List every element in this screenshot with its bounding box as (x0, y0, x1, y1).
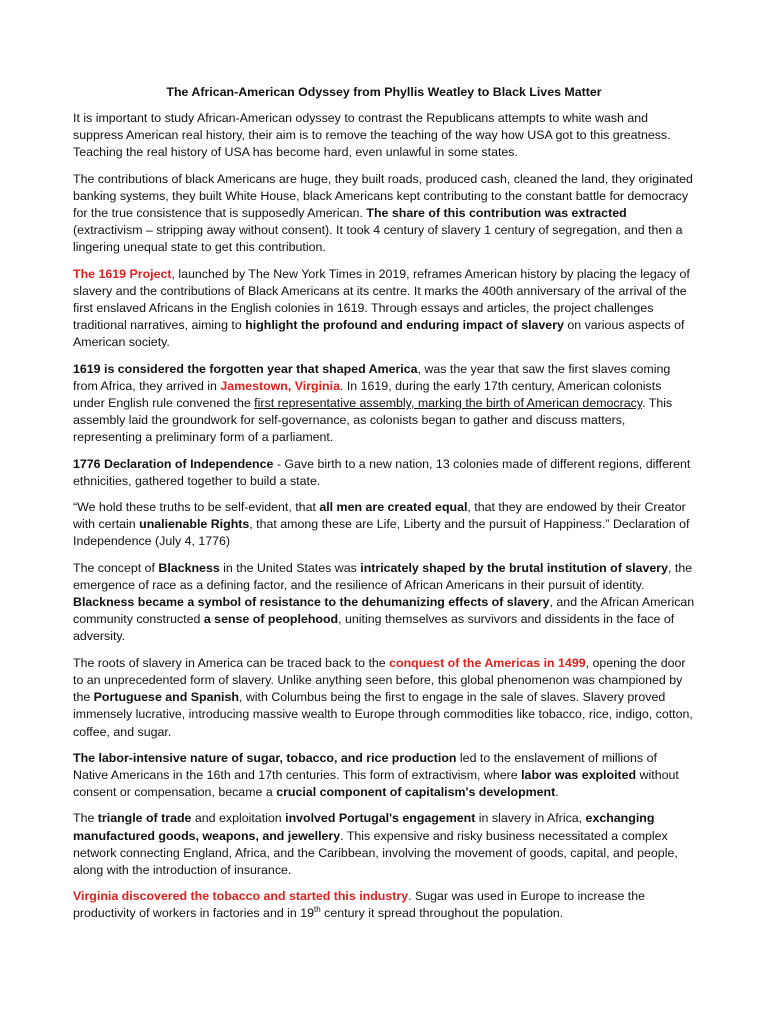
red-highlight: The 1619 Project (73, 266, 172, 281)
document-title: The African-American Odyssey from Phyllis Weatley to Black Lives Matter (166, 85, 602, 99)
paragraph-labor (73, 750, 695, 802)
paragraph-text: led to the enslavement of millions of Native Americans in the 16th and 17th centuries. This form of extractivism, where (73, 750, 657, 782)
red-highlight: Jamestown, Virginia (220, 378, 340, 393)
paragraph-text: The contributions of black Americans are huge, they built roads, produced cash, cleaned the land, they originated banking systems, they built White House, black Americans kept contributing to the constant battle for democracy for the true consistence that is supposedly American. (73, 171, 693, 221)
paragraph-text: The concept of (73, 560, 159, 575)
bold-text: exchanging manufactured goods, weapons, and jewellery (73, 811, 655, 843)
paragraph-text: , uniting themselves as survivors and dissidents in the face of adversity. (73, 612, 675, 644)
paragraph-text: , launched by The New York Times in 2019, reframes American history by placing the legacy of slavery and the contributions of Black Americans at its centre. It marks the 400th anniversary of the arrival of the first enslaved Africans in the English colonies in 1619. Through essays and articles, the project challenges traditional narratives, aiming to (73, 266, 690, 333)
superscript: th (314, 905, 321, 915)
paragraph-text: , that among these are Life, Liberty and the pursuit of Happiness.” Declaration of Independence (July 4, 1776) (73, 517, 690, 549)
paragraph-contributions (73, 171, 695, 257)
paragraph-virginia (73, 888, 695, 922)
paragraph-text: , that they are endowed by their Creator with certain (73, 500, 686, 532)
paragraph-text: , opening the door to an unprecedented form of slavery. Unlike anything seen before, this global phenomenon was championed by the (73, 655, 686, 705)
bold-text: 1619 is considered the forgotten year that shaped America (73, 361, 418, 376)
paragraph-text: century it spread throughout the population. (320, 906, 564, 921)
paragraph-text: without consent or compensation, became a (73, 767, 679, 800)
paragraph-1619-project (73, 266, 695, 352)
paragraph-text: and exploitation (191, 811, 286, 826)
document-page (73, 84, 695, 932)
paragraph-quote (73, 499, 695, 551)
underlined-text: first representative assembly, marking the birth of American democracy (254, 396, 643, 411)
paragraph-intro (73, 110, 695, 162)
paragraph-text: . This expensive and risky business necessitated a complex network connecting England, Africa, and the Caribbean, involving the movement of goods, capital, and people, along with the introduction of insurance. (73, 828, 678, 877)
bold-text: all men are created equal (319, 500, 468, 515)
paragraph-text: The (73, 811, 98, 826)
bold-text: a sense of peoplehood (203, 612, 339, 627)
bold-text: 1776 Declaration of Independence (73, 456, 274, 471)
paragraph-text: on various aspects of American society. (73, 318, 685, 350)
paragraph-text: in the United States was (219, 560, 361, 575)
paragraph-text: , was the year that saw the first slaves coming from Africa, they arrived in (73, 361, 671, 393)
paragraph-text: . This assembly laid the groundwork for self-governance, as colonists began to gather and discuss matters, representing a preliminary form of a parliament. (73, 396, 673, 445)
paragraph-blackness (73, 560, 695, 646)
paragraph-text: . In 1619, during the early 17th century, American colonists under English rule convened the (73, 378, 662, 411)
paragraph-text: , with Columbus being the first to engage in the sale of slaves. Slavery proved immensely lucrative, introducing massive wealth to Europe through commodities like tobacco, rice, indigo, cotton, coffee, and sugar. (73, 690, 693, 739)
paragraph-text: , and the African American community constructed (73, 595, 695, 627)
bold-text: Portuguese and Spanish (93, 690, 239, 705)
paragraph-text: . Sugar was used in Europe to increase the productivity of workers in factories and in 19 (73, 889, 646, 921)
bold-text: Blackness (158, 560, 220, 575)
paragraph-1776 (73, 456, 695, 490)
paragraph-1619-year (73, 361, 695, 447)
bold-text: Blackness became a symbol of resistance to the dehumanizing effects of slavery (73, 595, 550, 610)
bold-text: involved Portugal's engagement (285, 811, 476, 826)
bold-text: crucial component of capitalism's development (276, 785, 556, 800)
red-highlight: conquest of the Americas in 1499 (389, 655, 586, 670)
paragraph-text: . (555, 785, 559, 800)
paragraph-text: - Gave birth to a new nation, 13 colonies made of different regions, different ethnicities, gathered together to build a state. (73, 456, 691, 488)
bold-text: intricately shaped by the brutal institution of slavery (360, 560, 669, 575)
paragraph-text: The roots of slavery in America can be traced back to the (73, 655, 390, 670)
red-highlight: Virginia discovered the tobacco and started this industry (73, 889, 409, 904)
bold-text: highlight the profound and enduring impact of slavery (245, 318, 564, 333)
bold-text: labor was exploited (521, 767, 637, 782)
paragraph-text: “We hold these truths to be self-evident, that (73, 500, 320, 515)
paragraph-text: in slavery in Africa, (475, 811, 586, 826)
paragraph-roots (73, 655, 695, 741)
paragraph-text: It is important to study African-American odyssey to contrast the Republicans attempts to white wash and suppress American real history, their aim is to remove the teaching of the way how USA got to this greatness. Teaching the real history of USA has become hard, even unlawful in some states. (73, 111, 671, 160)
bold-text: The share of this contribution was extracted (366, 206, 627, 221)
bold-text: triangle of trade (97, 811, 192, 826)
paragraph-text: , the emergence of race as a defining factor, and the resilience of African Americans in their pursuit of identity. (73, 560, 693, 592)
bold-text: The labor-intensive nature of sugar, tobacco, and rice production (73, 750, 457, 765)
paragraph-text: (extractivism – stripping away without consent). It took 4 century of slavery 1 century of segregation, and then a lingering unequal state to get this contribution. (73, 223, 683, 255)
paragraph-triangle-trade (73, 810, 695, 879)
bold-text: unalienable Rights (139, 517, 250, 532)
